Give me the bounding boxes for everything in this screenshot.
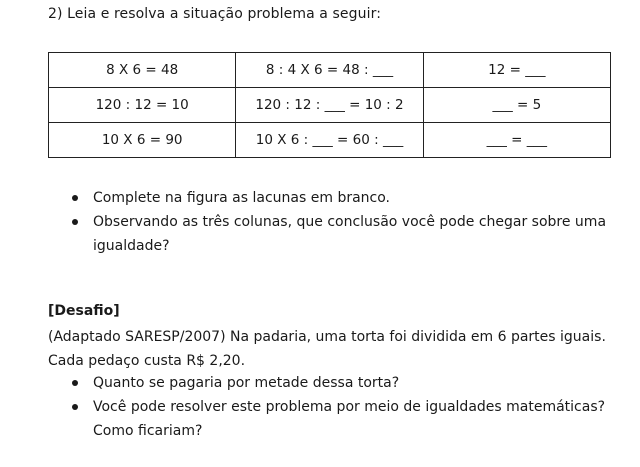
table-cell: ___ = 5	[423, 88, 610, 123]
list-item-text: Você pode resolver este problema por meio de igualdades matemáticas? Como ficariam?	[93, 399, 606, 439]
table-row	[49, 123, 611, 158]
challenge-title: [Desafio]	[48, 303, 120, 319]
challenge-text: (Adaptado SARESP/2007) Na padaria, uma torta foi dividida em 6 partes iguais. Cada pedaço custa R$ 2,20.	[48, 329, 606, 369]
list-item-text: Complete na figura as lacunas em branco.	[93, 190, 391, 206]
table-cell: ___ = ___	[423, 123, 610, 158]
list-item	[48, 186, 618, 210]
table-cell: 12 = ___	[423, 53, 610, 88]
table-cell: 10 X 6 : ___ = 60 : ___	[236, 123, 423, 158]
bullet-icon	[72, 195, 78, 201]
table-cell: 8 X 6 = 48	[49, 53, 236, 88]
equations-table	[48, 52, 611, 158]
challenge-questions-list	[48, 371, 618, 443]
table-row	[49, 88, 611, 123]
table-cell: 10 X 6 = 90	[49, 123, 236, 158]
list-item-text: Quanto se pagaria por metade dessa torta?	[93, 375, 400, 391]
table-row	[49, 53, 611, 88]
list-item	[48, 371, 618, 395]
table-cell: 120 : 12 : ___ = 10 : 2	[236, 88, 423, 123]
list-item-text: Observando as três colunas, que conclusão você pode chegar sobre uma igualdade?	[93, 214, 607, 254]
question-heading: 2) Leia e resolva a situação problema a seguir:	[48, 6, 382, 22]
list-item	[48, 210, 618, 258]
list-item	[48, 395, 618, 443]
table-cell: 8 : 4 X 6 = 48 : ___	[236, 53, 423, 88]
table-cell: 120 : 12 = 10	[49, 88, 236, 123]
instructions-list	[48, 186, 618, 258]
bullet-icon	[72, 404, 78, 410]
bullet-icon	[72, 380, 78, 386]
bullet-icon	[72, 219, 78, 225]
